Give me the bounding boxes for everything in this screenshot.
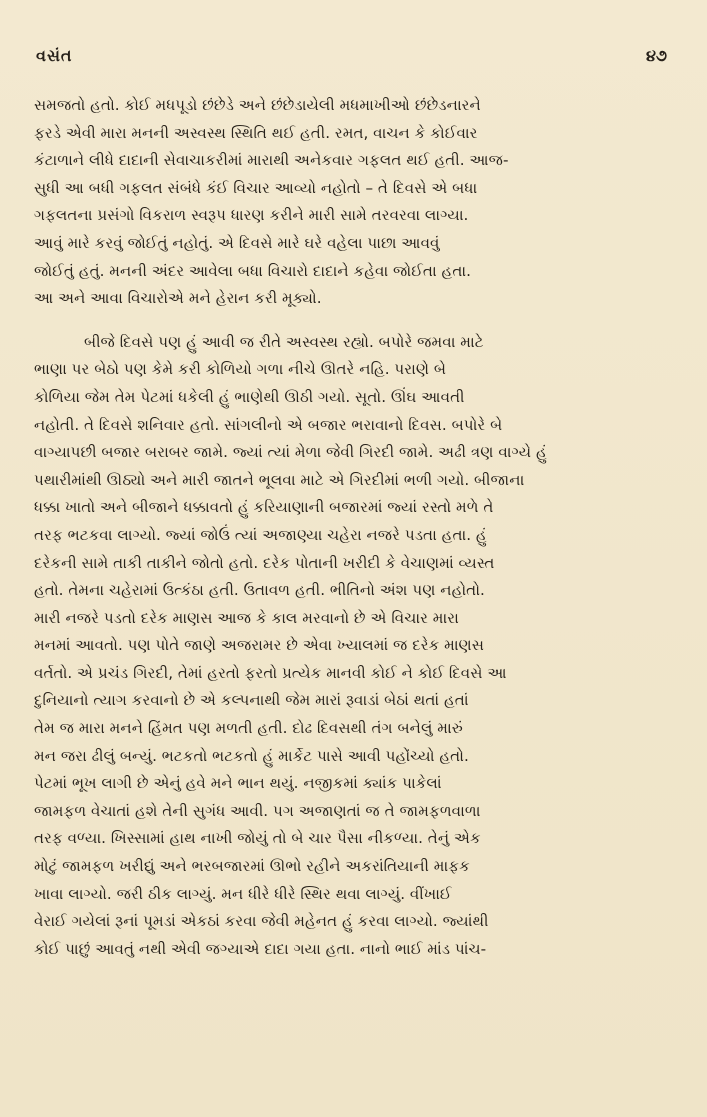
text-line: મનમાં આવતો. પણ પોતે જાણે અજરામર છે એવા ખ્યાલમાં જ દરેક માણસ bbox=[34, 636, 485, 655]
text-line: આ અને આવા વિચારોએ મને હેરાન કરી મૂક્યો. bbox=[34, 289, 322, 308]
text-line: આવું મારે કરવું જોઈતું નહોતું. એ દિવસે મારે ઘરે વહેલા પાછા આવવું bbox=[34, 233, 440, 252]
text-line: દુનિયાનો ત્યાગ કરવાનો છે એ કલ્પનાથી જેમ મારાં રૂવાડાં બેઠાં થતાં હતાં bbox=[34, 691, 469, 710]
text-line: કોઈ પાછું આવતું નથી એવી જગ્યાએ દાદા ગયા હતા. નાનો ભાઈ માંડ પાંચ- bbox=[34, 939, 487, 958]
text-line: ગફલતના પ્રસંગો વિકરાળ સ્વરૂપ ધારણ કરીને મારી સામે તરવરવા લાગ્યા. bbox=[34, 206, 469, 225]
text-line: જોઈતું હતું. મનની અંદર આવેલા બધા વિચારો દાદાને કહેવા જોઈતા હતા. bbox=[34, 261, 471, 280]
text-line: ફરડે એવી મારા મનની અસ્વસ્થ સ્થિતિ થઈ હતી. રમત, વાચન કે કોઈવાર bbox=[34, 123, 478, 142]
text-line: મન જરા ઢીલું બન્યું. ભટકતો ભટકતો હું માર્કેટ પાસે આવી પહોંચ્યો હતો. bbox=[34, 746, 469, 765]
page-number: ૪૭ bbox=[645, 46, 667, 65]
running-title: વસંત bbox=[36, 46, 73, 65]
text-line: દરેકની સામે તાકી તાકીને જોતો હતો. દરેક પોતાની ખરીદી કે વેચાણમાં વ્યસ્ત bbox=[34, 553, 495, 572]
text-line: વાગ્યાપછી બજાર બરાબર જામે. જ્યાં ત્યાં મેળા જેવી ગિરદી જામે. અઢી ત્રણ વાગ્યે હું bbox=[34, 443, 547, 462]
text-line: તેમ જ મારા મનને હિંમત પણ મળતી હતી. દોઢ દિવસથી તંગ બનેલું મારું bbox=[34, 719, 463, 738]
text-line: મોટું જામફળ ખરીદ્યું અને ભરબજારમાં ઊભો રહીને અકરાંતિયાની માફક bbox=[34, 857, 470, 876]
text-line: સમજતો હતો. કોઈ મધપૂડો છંછેડે અને છંછેડાયેલી મધમાખીઓ છંછેડનારને bbox=[34, 96, 481, 114]
text-line: બીજે દિવસે પણ હું આવી જ રીતે અસ્વસ્થ રહ્યો. બપોરે જમવા માટે bbox=[84, 332, 484, 351]
text-line: કંટાળાને લીધે દાદાની સેવાચાકરીમાં મારાથી અનેકવાર ગફલત થઈ હતી. આજ- bbox=[34, 151, 509, 170]
paragraph-1 bbox=[34, 92, 677, 313]
text-line: મારી નજરે પડતો દરેક માણસ આજ કે કાલ મરવાનો છે એ વિચાર મારા bbox=[34, 608, 459, 627]
text-line: ધક્કા ખાતો અને બીજાને ધક્કાવતો હું કરિયાણાની બજારમાં જ્યાં રસ્તો મળે તે bbox=[34, 498, 494, 517]
text-line: વેરાઈ ગયેલાં રૂનાં પૂમડાં એકઠાં કરવા જેવી મહેનત હું કરવા લાગ્યો. જ્યાંથી bbox=[34, 912, 489, 931]
text-line: પેટમાં ભૂખ લાગી છે એનું હવે મને ભાન થયું. નજીકમાં ક્યાંક પાકેલાં bbox=[34, 774, 442, 793]
text-line: કોળિયા જેમ તેમ પેટમાં ધકેલી હું ભાણેથી ઊઠી ગયો. સૂતો. ઊંઘ આવતી bbox=[34, 387, 465, 406]
paragraph-2 bbox=[34, 329, 677, 964]
text-line: ખાવા લાગ્યો. જરી ઠીક લાગ્યું. મન ધીરે ધીરે સ્થિર થવા લાગ્યું. વીંખાઈ bbox=[34, 884, 452, 903]
text-line: પથારીમાંથી ઊઠ્યો અને મારી જાતને ભૂલવા માટે એ ગિરદીમાં ભળી ગયો. બીજાના bbox=[34, 470, 525, 489]
text-line: વર્તતો. એ પ્રચંડ ગિરદી, તેમાં હરતો ફરતો પ્રત્યેક માનવી કોઈ ને કોઈ દિવસે આ bbox=[34, 663, 507, 682]
page-header bbox=[34, 46, 677, 74]
text-line: જામફળ વેચાતાં હશે તેની સુગંધ આવી. પગ અજાણતાં જ તે જામફળવાળા bbox=[34, 801, 481, 820]
text-line: તરફ વળ્યા. ખિસ્સામાં હાથ નાખી જોયું તો બે ચાર પૈસા નીકળ્યા. તેનું એક bbox=[34, 829, 481, 848]
text-line: સુધી આ બધી ગફલત સંબંધે કંઈ વિચાર આવ્યો નહોતો – તે દિવસે એ બધા bbox=[34, 178, 478, 197]
text-line: ભાણા પર બેઠો પણ કેમે કરી કોળિયો ગળા નીચે ઊતરે નહિ. પરાણે બે bbox=[34, 360, 447, 379]
text-line: નહોતી. તે દિવસે શનિવાર હતો. સાંગલીનો એ બજાર ભરાવાનો દિવસ. બપોરે બે bbox=[34, 415, 503, 434]
text-line: તરફ ભટકવા લાગ્યો. જ્યાં જોઉં ત્યાં અજાણ્યા ચહેરા નજરે પડતા હતા. હું bbox=[34, 525, 487, 544]
text-line: હતો. તેમના ચહેરામાં ઉત્કંઠા હતી. ઉતાવળ હતી. ભીતિનો અંશ પણ નહોતો. bbox=[34, 581, 485, 600]
